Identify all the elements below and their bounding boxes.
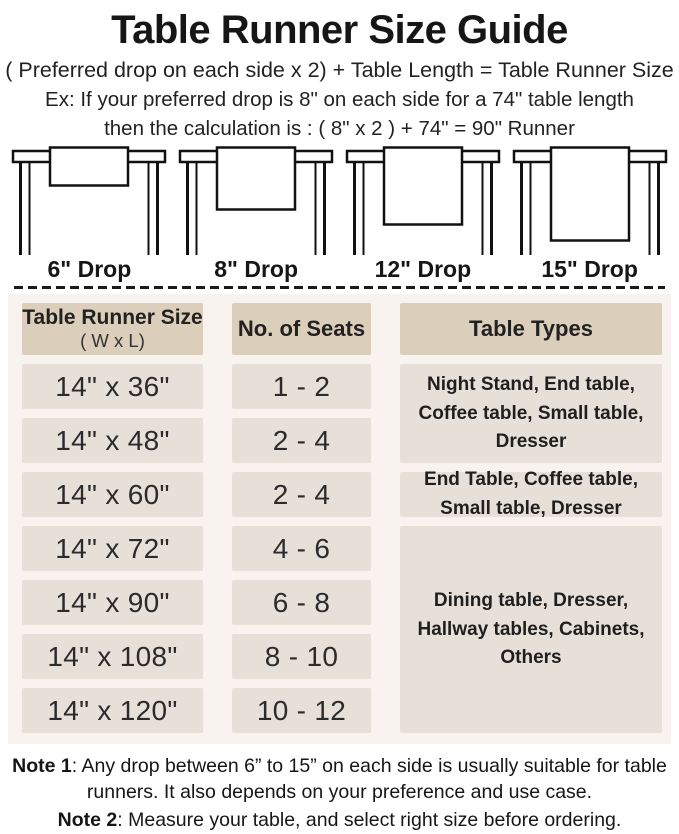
drop-label-15: 15" Drop [541,256,638,283]
size-value: 14" x 90" [55,586,170,618]
header-runner-size [22,303,203,355]
note-1-text: : Any drop between 6” to 15” on each side is usually suitable for table runners. It also depends on your preference and use case. [71,755,667,804]
table-row-seats [232,472,371,517]
seats-value: 6 - 8 [272,586,331,618]
table-row-size [22,688,203,733]
note-1-label: Note 1 [12,755,72,778]
drop-label-6: 6" Drop [47,256,132,283]
table-row-seats [232,526,371,571]
dashed-divider [14,286,665,289]
header-runner-size-line1: Table Runner Size [22,306,203,330]
example-line-2: then the calculation is : ( 8" x 2 ) + 74" = 90" Runner [104,117,575,141]
table-runner-12-drop-icon [345,145,501,255]
seats-value: 2 - 4 [272,478,331,510]
seats-value: 4 - 6 [272,532,331,564]
header-runner-size-line2: ( W x L) [80,330,145,352]
table-runner-6-drop-icon [11,145,167,255]
table-row-seats [232,580,371,625]
page-title: Table Runner Size Guide [111,8,568,52]
formula-text: ( Preferred drop on each side x 2) + Table Length = Table Runner Size [5,58,674,82]
table-diagram-12-drop [340,145,507,255]
drop-diagrams [0,145,679,255]
header-table-types-label: Table Types [469,316,593,342]
size-value: 14" x 108" [47,640,178,672]
seats-value: 8 - 10 [264,640,339,672]
table-types-group-medium: End Table, Coffee table, Small table, Dresser [400,472,662,517]
size-value: 14" x 72" [55,532,170,564]
drop-labels [0,256,679,283]
note-2-text: : Measure your table, and select right size before ordering. [117,808,622,831]
table-row-seats [232,688,371,733]
seats-value: 10 - 12 [256,694,347,726]
header-seats-label: No. of Seats [237,316,366,342]
table-row-size [22,472,203,517]
header-seats [232,303,371,355]
drop-label-12: 12" Drop [374,256,472,283]
size-value: 14" x 60" [55,478,170,510]
example-line-1: Ex: If your preferred drop is 8" on each side for a 74" table length [45,87,634,111]
size-value: 14" x 120" [47,694,178,726]
header-table-types [400,303,662,355]
table-row-seats [232,634,371,679]
size-value: 14" x 36" [55,370,170,402]
table-diagram-15-drop [506,145,673,255]
notes-section [10,754,669,833]
size-guide-table [8,294,671,744]
note-1 [10,754,669,805]
table-row-size [22,526,203,571]
table-types-group-large: Dining table, Dresser, Hallway tables, Cabinets, Others [400,526,662,733]
table-row-size [22,634,203,679]
table-diagram-6-drop [6,145,173,255]
size-value: 14" x 48" [55,424,170,456]
table-runner-15-drop-icon [512,145,668,255]
table-types-group-small: Night Stand, End table, Coffee table, Small table, Dresser [400,364,662,463]
note-2 [10,808,669,834]
note-2-label: Note 2 [57,808,118,831]
table-row-size [22,364,203,409]
table-runner-8-drop-icon [178,145,334,255]
table-diagram-8-drop [173,145,340,255]
table-row-seats [232,418,371,463]
table-row-seats [232,364,371,409]
drop-label-8: 8" Drop [214,256,298,283]
seats-value: 2 - 4 [272,424,331,456]
table-row-size [22,418,203,463]
seats-value: 1 - 2 [272,370,331,402]
table-row-size [22,580,203,625]
